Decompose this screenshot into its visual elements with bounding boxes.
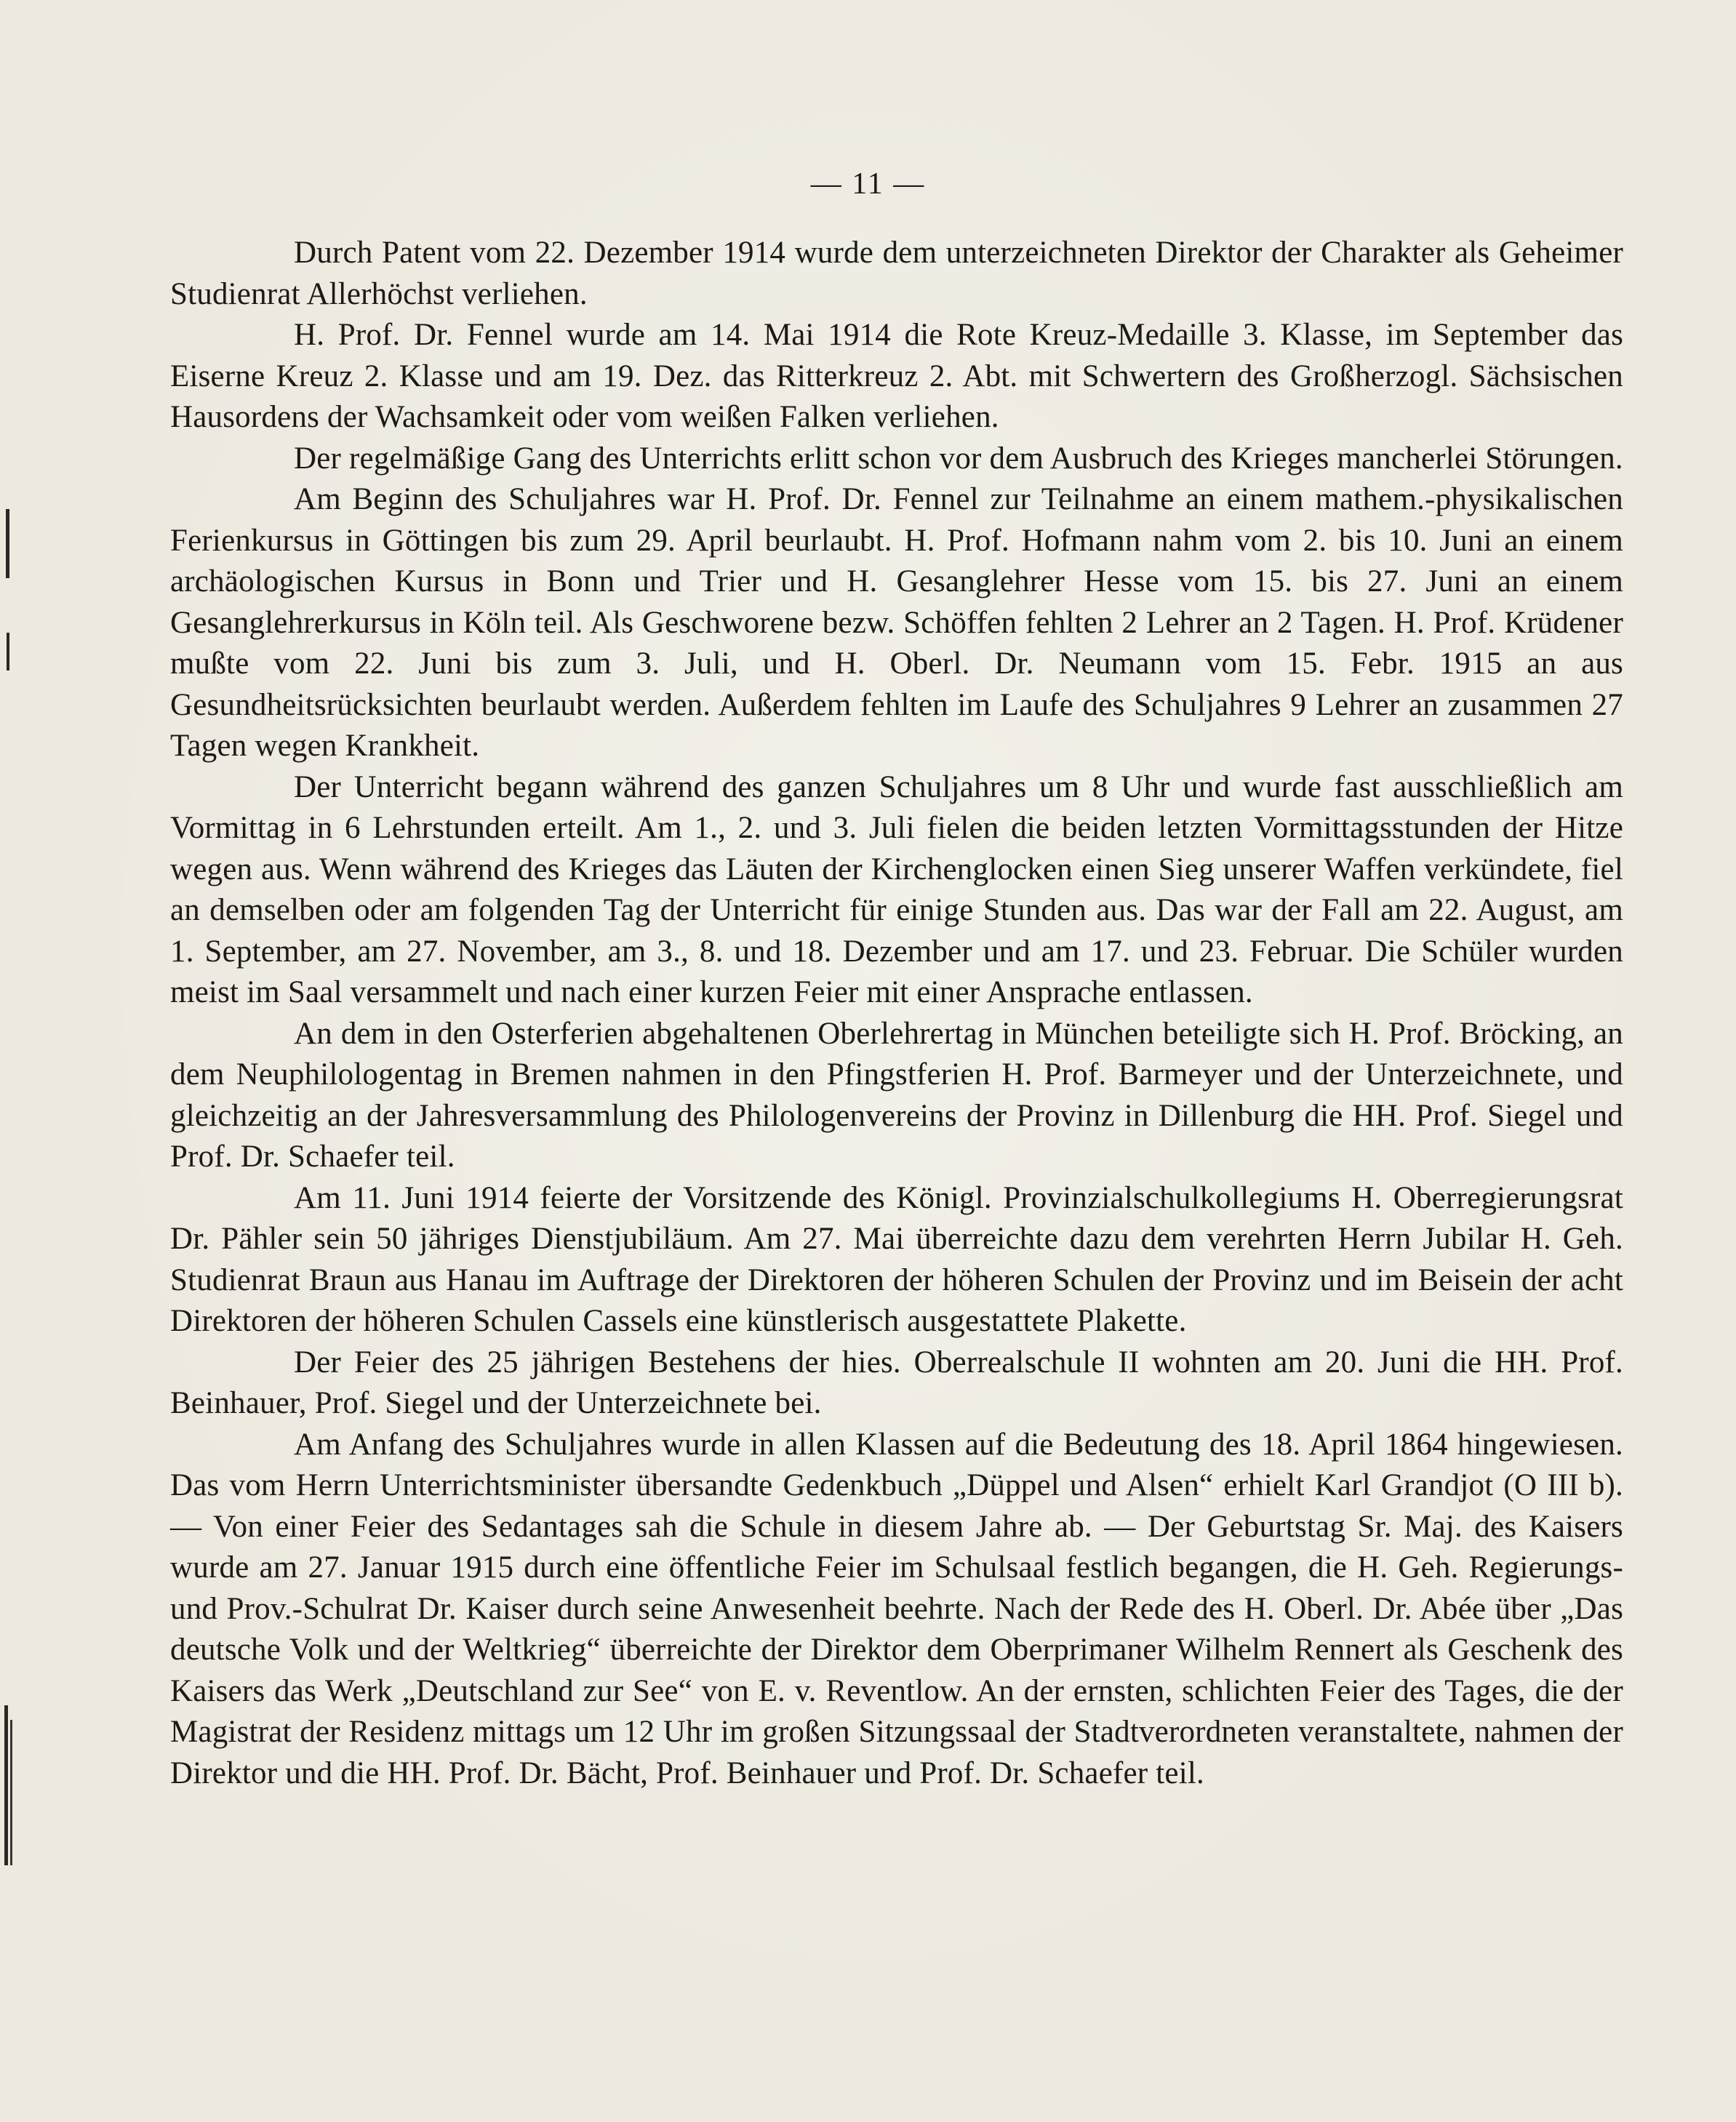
paragraph: An dem in den Osterferien abgehaltenen Oberlehrertag in München beteiligte sich H. Prof. Bröcking, an dem Neuphilologentag in Bremen nahmen in den Pfingstferien H. Prof. Barmeyer und der Unterzeichnete, und gleichzeitig an der Jahresversammlung des Philologenvereins der Provinz in Dillenburg die HH. Prof. Siegel und Prof. Dr. Schaefer teil. [170,1016,1623,1174]
paragraph: H. Prof. Dr. Fennel wurde am 14. Mai 1914 die Rote Kreuz-Medaille 3. Klasse, im September das Eiserne Kreuz 2. Klasse und am 19. Dez. das Ritterkreuz 2. Abt. mit Schwertern des Großherzogl. Sächsischen Hausordens der Wachsamkeit oder vom weißen Falken verliehen. [170,318,1623,434]
document-body [170,233,1623,1794]
paragraph: Der Unterricht begann während des ganzen Schuljahres um 8 Uhr und wurde fast ausschließlich am Vormittag in 6 Lehrstunden erteilt. Am 1., 2. und 3. Juli fielen die beiden letzten Vormittagsstunden der Hitze wegen aus. Wenn während des Krieges das Läuten der Kirchenglocken einen Sieg unserer Waffen verkündete, fiel an demselben oder am folgenden Tag der Unterricht für einige Stunden aus. Das war der Fall am 22. August, am 1. September, am 27. November, am 3., 8. und 18. Dezember und am 17. und 23. Februar. Die Schüler wurden meist im Saal versammelt und nach einer kurzen Feier mit einer Ansprache entlassen. [170,769,1623,1009]
paragraph: Am Beginn des Schuljahres war H. Prof. Dr. Fennel zur Teilnahme an einem mathem.-physikalischen Ferienkursus in Göttingen bis zum 29. April beurlaubt. H. Prof. Hofmann nahm vom 2. bis 10. Juni an einem archäologischen Kursus in Bonn und Trier und H. Gesanglehrer Hesse vom 15. bis 27. Juni an einem Gesanglehrerkursus in Köln teil. Als Geschworene bezw. Schöffen fehlten 2 Lehrer an 2 Tagen. H. Prof. Krüdener mußte vom 22. Juni bis zum 3. Juli, und H. Oberl. Dr. Neumann vom 15. Febr. 1915 an aus Gesundheitsrücksichten beurlaubt werden. Außerdem fehlten im Laufe des Schuljahres 9 Lehrer an zusammen 27 Tagen wegen Krankheit. [170,482,1623,763]
binding-edge-marks [0,0,29,2122]
paragraph: Der Feier des 25 jährigen Bestehens der hies. Oberrealschule II wohnten am 20. Juni die HH. Prof. Beinhauer, Prof. Siegel und der Unterzeichnete bei. [170,1345,1623,1420]
paragraph: Am 11. Juni 1914 feierte der Vorsitzende des Königl. Provinzialschulkollegiums H. Oberregierungsrat Dr. Pähler sein 50 jähriges Dienstjubiläum. Am 27. Mai überreichte dazu dem verehrten Herrn Jubilar H. Geh. Studienrat Braun aus Hanau im Auftrage der Direktoren der höheren Schulen der Provinz und im Beisein der acht Direktoren der höheren Schulen Cassels eine künstlerisch ausgestattete Plakette. [170,1180,1623,1338]
paragraph: Durch Patent vom 22. Dezember 1914 wurde dem unterzeichneten Direktor der Charakter als Geheimer Studienrat Allerhöchst verliehen. [170,236,1623,311]
paragraph: Der regelmäßige Gang des Unterrichts erlitt schon vor dem Ausbruch des Krieges mancherlei Störungen. [294,441,1623,476]
paragraph: Am Anfang des Schuljahres wurde in allen Klassen auf die Bedeutung des 18. April 1864 hingewiesen. Das vom Herrn Unterrichtsminister übersandte Gedenkbuch „Düppel und Alsen“ erhielt Karl Grandjot (O III b). — Von einer Feier des Sedantages sah die Schule in diesem Jahre ab. — Der Geburtstag Sr. Maj. des Kaisers wurde am 27. Januar 1915 durch eine öffentliche Feier im Schulsaal festlich begangen, die H. Geh. Regierungs- und Prov.-Schulrat Dr. Kaiser durch seine Anwesenheit beehrte. Nach der Rede des H. Oberl. Dr. Abée über „Das deutsche Volk und der Weltkrieg“ überreichte der Direktor dem Oberprimaner Wilhelm Rennert als Geschenk des Kaisers das Werk „Deutschland zur See“ von E. v. Reventlow. An der ernsten, schlichten Feier des Tages, die der Magistrat der Residenz mittags um 12 Uhr im großen Sitzungssaal der Stadtverordneten veranstaltete, nahmen der Direktor und die HH. Prof. Dr. Bächt, Prof. Beinhauer und Prof. Dr. Schaefer teil. [170,1427,1623,1790]
page-number: — 11 — [810,167,926,201]
